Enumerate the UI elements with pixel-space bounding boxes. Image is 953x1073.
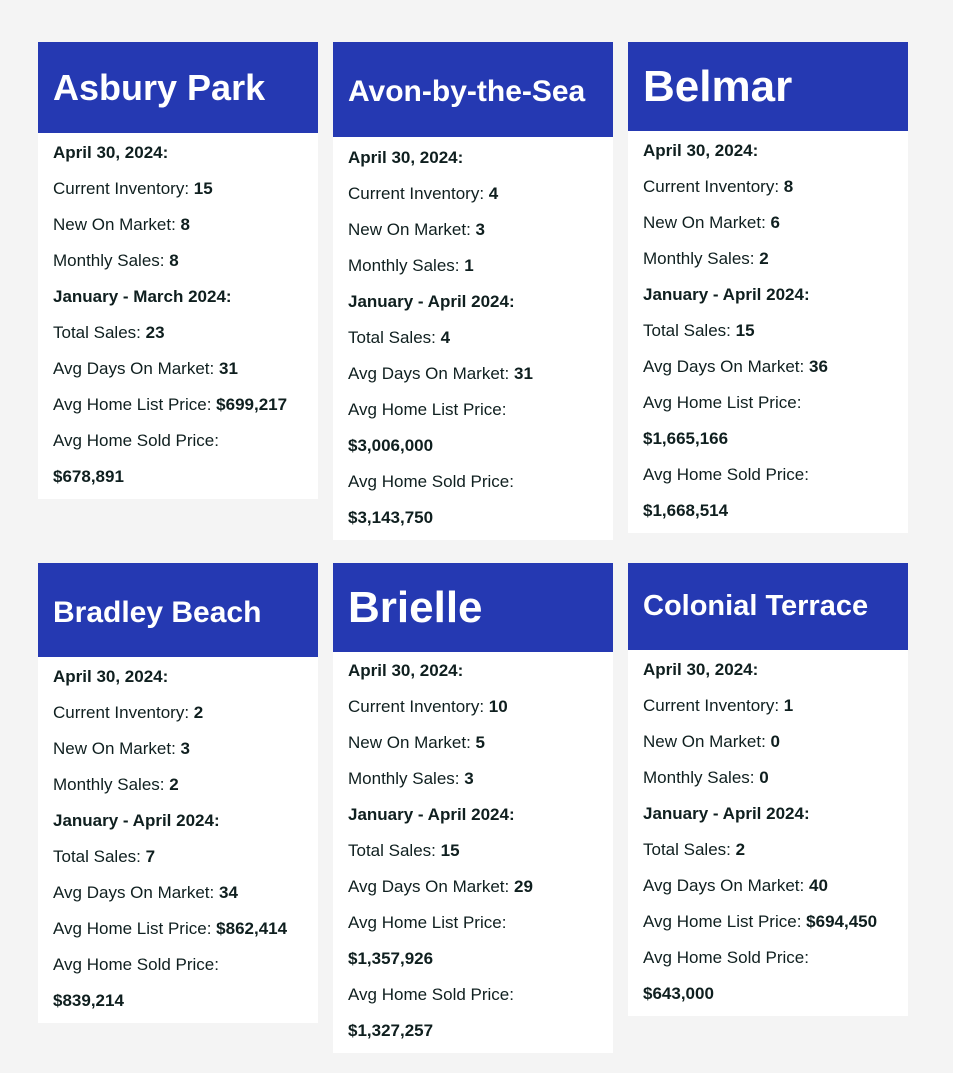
avg-list-price-row [53, 911, 303, 947]
card-body [38, 657, 318, 1023]
total-sales-value: 15 [440, 841, 460, 860]
avg-list-price-label: Avg Home List Price: [348, 913, 507, 932]
avg-sold-price-label: Avg Home Sold Price: [348, 472, 514, 491]
new-on-market-row [348, 212, 598, 248]
period-heading: January - April 2024: [348, 292, 515, 311]
new-on-market-label: New On Market: [643, 213, 766, 232]
town-card-colonial-terrace [628, 563, 908, 1016]
period-heading: January - April 2024: [348, 805, 515, 824]
avg-list-price-value: $1,357,926 [348, 949, 434, 968]
new-on-market-value: 0 [770, 732, 781, 751]
monthly-sales-row [643, 760, 893, 796]
as-of-date: April 30, 2024: [643, 141, 759, 160]
avg-list-price-value: $862,414 [216, 919, 288, 938]
period-heading: January - April 2024: [53, 811, 220, 830]
total-sales-value: 4 [440, 328, 451, 347]
avg-days-row [348, 869, 598, 905]
avg-sold-price-value: $3,143,750 [348, 508, 434, 527]
new-on-market-value: 3 [475, 220, 486, 239]
avg-days-label: Avg Days On Market: [643, 357, 805, 376]
monthly-sales-row [53, 243, 303, 279]
total-sales-row [53, 839, 303, 875]
as-of-date: April 30, 2024: [643, 660, 759, 679]
period-heading: January - March 2024: [53, 287, 232, 306]
avg-sold-price-value: $643,000 [643, 984, 714, 1003]
avg-days-row [643, 868, 893, 904]
avg-days-row [53, 875, 303, 911]
avg-sold-price-label: Avg Home Sold Price: [643, 948, 809, 967]
new-on-market-value: 6 [770, 213, 781, 232]
period-heading: January - April 2024: [643, 804, 810, 823]
avg-list-price-label: Avg Home List Price: [53, 395, 212, 414]
new-on-market-row [643, 724, 893, 760]
avg-sold-price-row [348, 1013, 598, 1049]
monthly-sales-value: 1 [464, 256, 474, 275]
card-body [333, 652, 613, 1053]
new-on-market-label: New On Market: [53, 739, 176, 758]
avg-sold-price-value: $1,327,257 [348, 1021, 434, 1040]
as-of-date: April 30, 2024: [348, 661, 464, 680]
town-card-asbury-park [38, 42, 318, 499]
avg-list-price-value: $3,006,000 [348, 436, 434, 455]
as-of-date: April 30, 2024: [348, 148, 464, 167]
card-body [628, 650, 908, 1016]
total-sales-value: 7 [145, 847, 156, 866]
town-card-avon-by-the-sea [333, 42, 613, 540]
current-inventory-label: Current Inventory: [348, 184, 485, 203]
avg-days-label: Avg Days On Market: [643, 876, 805, 895]
card-body [333, 137, 613, 540]
avg-sold-price-row [643, 976, 893, 1012]
monthly-sales-row [643, 241, 893, 277]
total-sales-value: 2 [735, 840, 746, 859]
avg-sold-price-label: Avg Home Sold Price: [348, 985, 514, 1004]
avg-sold-price-row [643, 493, 893, 529]
card-body [628, 131, 908, 533]
card-title: Asbury Park [38, 42, 318, 133]
card-title: Belmar [628, 42, 908, 131]
new-on-market-value: 8 [180, 215, 191, 234]
new-on-market-row [53, 731, 303, 767]
total-sales-row [643, 313, 893, 349]
avg-list-price-row [348, 941, 598, 977]
total-sales-row [348, 833, 598, 869]
card-title: Brielle [333, 563, 613, 652]
avg-sold-price-row [53, 983, 303, 1019]
monthly-sales-row [348, 248, 598, 284]
total-sales-label: Total Sales: [643, 321, 731, 340]
current-inventory-row [643, 688, 893, 724]
total-sales-value: 15 [735, 321, 755, 340]
new-on-market-row [643, 205, 893, 241]
monthly-sales-value: 2 [169, 775, 179, 794]
new-on-market-label: New On Market: [53, 215, 176, 234]
as-of-date: April 30, 2024: [53, 667, 169, 686]
avg-list-price-value: $694,450 [806, 912, 878, 931]
total-sales-label: Total Sales: [348, 328, 436, 347]
new-on-market-label: New On Market: [643, 732, 766, 751]
current-inventory-row [348, 176, 598, 212]
total-sales-row [53, 315, 303, 351]
current-inventory-label: Current Inventory: [348, 697, 485, 716]
town-card-belmar [628, 42, 908, 533]
avg-days-row [643, 349, 893, 385]
current-inventory-label: Current Inventory: [643, 177, 780, 196]
avg-days-label: Avg Days On Market: [53, 359, 215, 378]
card-body [38, 133, 318, 499]
current-inventory-value: 1 [783, 696, 794, 715]
total-sales-row [348, 320, 598, 356]
total-sales-label: Total Sales: [53, 323, 141, 342]
period-heading: January - April 2024: [643, 285, 810, 304]
as-of-date: April 30, 2024: [53, 143, 169, 162]
avg-sold-price-value: $1,668,514 [643, 501, 729, 520]
monthly-sales-label: Monthly Sales: [348, 769, 460, 788]
card-title: Bradley Beach [38, 563, 318, 657]
current-inventory-value: 15 [193, 179, 213, 198]
total-sales-label: Total Sales: [643, 840, 731, 859]
avg-days-value: 34 [218, 883, 238, 902]
avg-list-price-value: $699,217 [216, 395, 288, 414]
avg-list-price-label: Avg Home List Price: [643, 393, 802, 412]
avg-sold-price-label: Avg Home Sold Price: [53, 955, 219, 974]
avg-list-price-label: Avg Home List Price: [643, 912, 802, 931]
avg-list-price-row [53, 387, 303, 423]
monthly-sales-label: Monthly Sales: [348, 256, 460, 275]
current-inventory-row [643, 169, 893, 205]
monthly-sales-value: 8 [169, 251, 179, 270]
avg-list-price-label: Avg Home List Price: [53, 919, 212, 938]
avg-days-label: Avg Days On Market: [53, 883, 215, 902]
avg-sold-price-label: Avg Home Sold Price: [53, 431, 219, 450]
current-inventory-value: 2 [193, 703, 204, 722]
avg-days-value: 31 [513, 364, 533, 383]
current-inventory-label: Current Inventory: [53, 179, 190, 198]
new-on-market-row [53, 207, 303, 243]
total-sales-value: 23 [145, 323, 165, 342]
avg-days-value: 31 [218, 359, 238, 378]
avg-days-row [53, 351, 303, 387]
monthly-sales-label: Monthly Sales: [643, 768, 755, 787]
new-on-market-row [348, 725, 598, 761]
current-inventory-row [348, 689, 598, 725]
total-sales-label: Total Sales: [53, 847, 141, 866]
avg-days-value: 40 [808, 876, 828, 895]
avg-sold-price-value: $839,214 [53, 991, 124, 1010]
card-title: Avon-by-the-Sea [333, 42, 613, 137]
avg-sold-price-label: Avg Home Sold Price: [643, 465, 809, 484]
current-inventory-label: Current Inventory: [53, 703, 190, 722]
current-inventory-value: 8 [783, 177, 794, 196]
avg-sold-price-row [348, 500, 598, 536]
avg-days-label: Avg Days On Market: [348, 877, 510, 896]
avg-sold-price-row [53, 459, 303, 495]
current-inventory-value: 10 [488, 697, 508, 716]
town-card-bradley-beach [38, 563, 318, 1023]
new-on-market-label: New On Market: [348, 220, 471, 239]
avg-days-value: 29 [513, 877, 533, 896]
monthly-sales-label: Monthly Sales: [53, 775, 165, 794]
avg-list-price-label: Avg Home List Price: [348, 400, 507, 419]
avg-days-label: Avg Days On Market: [348, 364, 510, 383]
monthly-sales-row [53, 767, 303, 803]
new-on-market-value: 5 [475, 733, 486, 752]
avg-sold-price-value: $678,891 [53, 467, 124, 486]
total-sales-label: Total Sales: [348, 841, 436, 860]
monthly-sales-label: Monthly Sales: [53, 251, 165, 270]
current-inventory-row [53, 695, 303, 731]
avg-list-price-row [643, 904, 893, 940]
avg-list-price-row [643, 421, 893, 457]
monthly-sales-label: Monthly Sales: [643, 249, 755, 268]
new-on-market-label: New On Market: [348, 733, 471, 752]
monthly-sales-value: 2 [759, 249, 769, 268]
avg-list-price-value: $1,665,166 [643, 429, 729, 448]
avg-list-price-row [348, 428, 598, 464]
current-inventory-value: 4 [488, 184, 499, 203]
new-on-market-value: 3 [180, 739, 191, 758]
card-title: Colonial Terrace [628, 563, 908, 650]
monthly-sales-row [348, 761, 598, 797]
avg-days-row [348, 356, 598, 392]
current-inventory-label: Current Inventory: [643, 696, 780, 715]
avg-days-value: 36 [808, 357, 828, 376]
monthly-sales-value: 0 [759, 768, 769, 787]
town-card-brielle [333, 563, 613, 1053]
monthly-sales-value: 3 [464, 769, 474, 788]
total-sales-row [643, 832, 893, 868]
current-inventory-row [53, 171, 303, 207]
